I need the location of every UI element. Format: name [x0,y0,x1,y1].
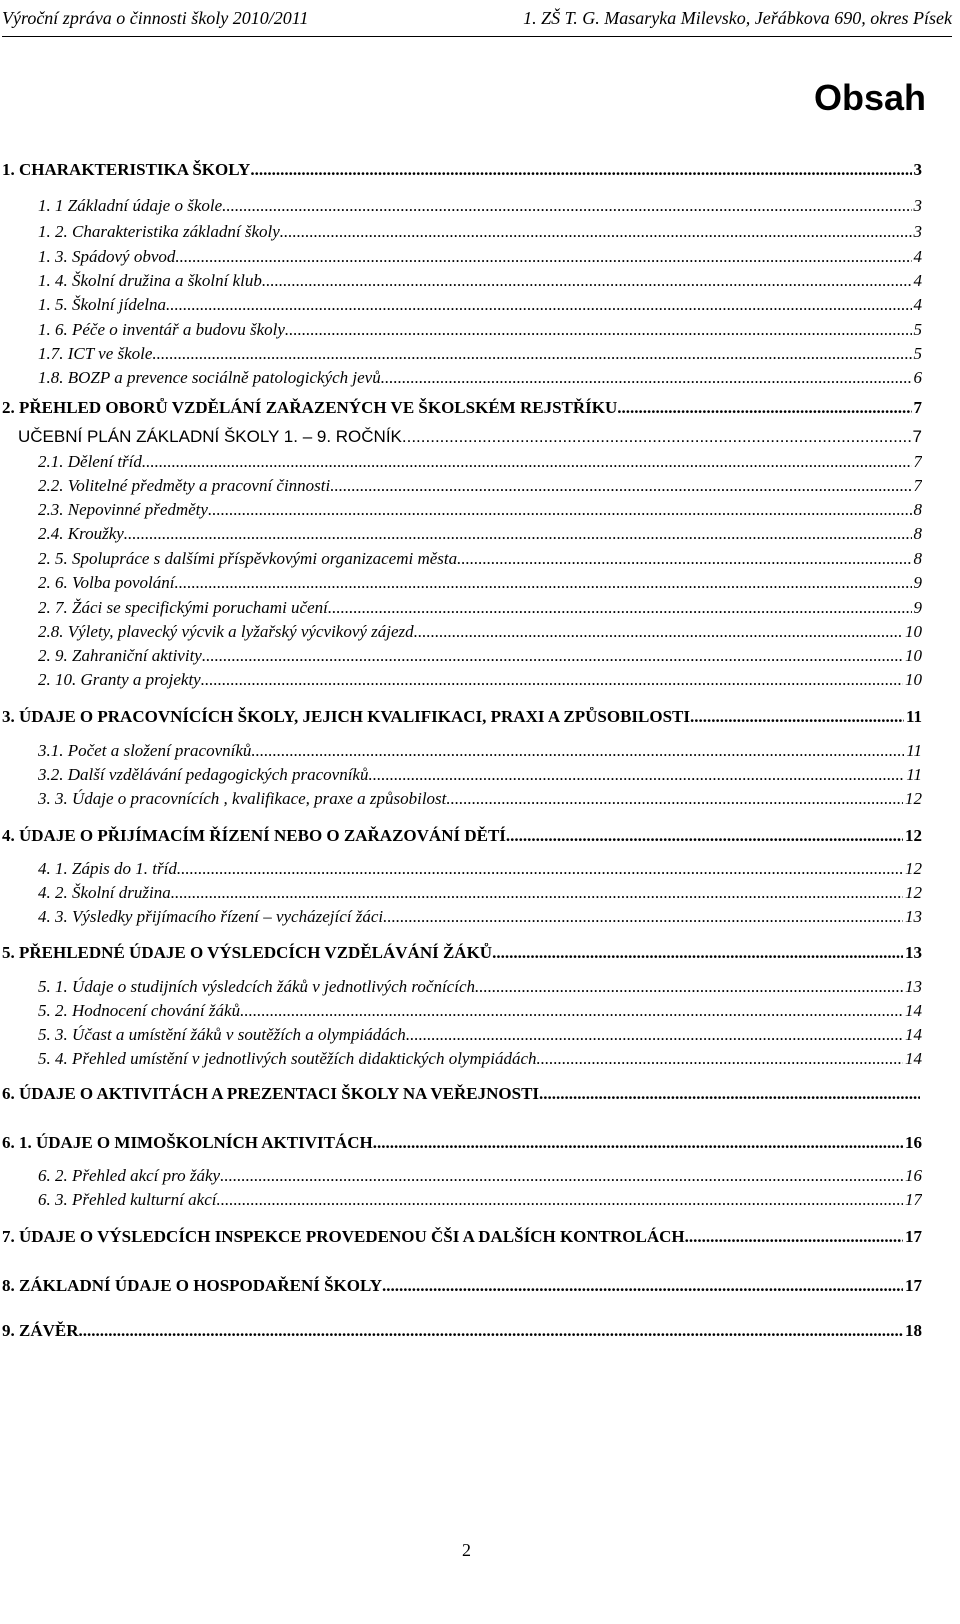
dot-leader [166,295,912,315]
toc-entry[interactable] [38,320,922,344]
dot-leader [330,476,911,496]
toc-entry-label: 6. 3. Přehled kulturní akcí [38,1190,217,1209]
toc-entry[interactable] [38,573,922,597]
dot-leader [690,707,904,727]
page-number: 2 [462,1540,471,1560]
toc-entry-label: 2.8. Výlety, plavecký výcvik a lyžařský výcvikový zájezd [38,622,414,641]
toc-entry-page: 12 [905,826,922,845]
toc-entry-page: 7 [913,398,922,417]
toc-entry[interactable] [38,1049,922,1073]
dot-leader [414,622,903,642]
toc-entry[interactable] [2,1321,922,1345]
toc-entry[interactable] [38,1166,922,1190]
toc-entry-label: 5. 4. Přehled umístění v jednotlivých soutěžích didaktických olympiádách [38,1049,537,1068]
toc-entry-page: 16 [905,1133,922,1152]
dot-leader [250,160,911,180]
dot-leader [406,1025,903,1045]
dot-leader [492,943,903,963]
toc-entry-label: 2.3. Nepovinné předměty [38,500,208,519]
toc-entry-page: 7 [913,452,922,471]
dot-leader [402,427,911,447]
dot-leader [142,452,912,472]
toc-entry-label: 6. ÚDAJE O AKTIVITÁCH A PREZENTACI ŠKOLY NA VEŘEJNOSTI [2,1084,540,1103]
toc-entry-label: 2. 6. Volba povolání [38,573,175,592]
toc-entry[interactable] [38,196,922,220]
toc-entry-label: 4. 2. Školní družina [38,883,171,902]
dot-leader [208,500,912,520]
dot-leader [124,524,912,544]
toc-entry-page: 14 [905,1001,922,1020]
dot-leader [79,1321,903,1341]
toc-entry-label: 2.4. Kroužky [38,524,124,543]
toc-entry-label: 8. ZÁKLADNÍ ÚDAJE O HOSPODAŘENÍ ŠKOLY [2,1276,383,1295]
toc-entry-label: 7. ÚDAJE O VÝSLEDCÍCH INSPEKCE PROVEDENOU ČŠI A DALŠÍCH KONTROLÁCH [2,1227,685,1246]
dot-leader [457,549,911,569]
toc-entry-page: 8 [913,500,922,519]
toc-entry[interactable] [2,943,922,967]
toc-entry[interactable] [18,427,922,451]
dot-leader [475,977,903,997]
toc-entry-label: 2. PŘEHLED OBORŮ VZDĚLÁNÍ ZAŘAZENÝCH VE ŠKOLSKÉM REJSTŘÍKU [2,398,618,417]
page-title: Obsah [813,77,926,118]
dot-leader [262,271,912,291]
toc-entry-page: 4 [913,271,922,290]
toc-entry-label: 2. 9. Zahraniční aktivity [38,646,202,665]
toc-entry-page: 14 [905,1025,922,1044]
toc-entry[interactable] [38,977,922,1001]
toc-entry-page: 13 [905,977,922,996]
toc-entry-label: 2.1. Dělení tříd [38,452,142,471]
toc-entry-label: 1.7. ICT ve škole [38,344,153,363]
toc-entry-page: 17 [905,1190,922,1209]
toc-entry-page: 8 [913,549,922,568]
toc-entry-label: 6. 1. ÚDAJE O MIMOŠKOLNÍCH AKTIVITÁCH [2,1133,373,1152]
toc-entry-label: 4. 3. Výsledky přijímacího řízení – vycházející žáci [38,907,384,926]
toc-entry-label: 5. PŘEHLEDNÉ ÚDAJE O VÝSLEDCÍCH VZDĚLÁVÁNÍ ŽÁKŮ [2,943,493,962]
toc-entry-page: 10 [905,670,922,689]
toc-entry[interactable] [38,859,922,883]
toc-entry[interactable] [38,622,922,646]
toc-entry-page: 11 [906,741,922,760]
toc-entry[interactable] [2,1227,922,1251]
toc-entry-label: 2. 7. Žáci se specifickými poruchami učení [38,598,328,617]
dot-leader [368,765,904,785]
toc-entry-page: 12 [905,789,922,808]
dot-leader [280,222,912,242]
toc-entry-page: 5 [913,344,922,363]
toc-entry-page: 13 [905,907,922,926]
toc-entry[interactable] [2,1084,922,1108]
toc-entry-page: 10 [905,646,922,665]
dot-leader [617,398,911,418]
toc-entry-page: 18 [905,1321,922,1340]
toc-entry[interactable] [2,826,922,850]
toc-entry[interactable] [2,1133,922,1157]
toc-entry[interactable] [38,524,922,548]
toc-entry-page: 12 [905,883,922,902]
toc-entry-page: 9 [913,573,922,592]
toc-entry-label: 1. 5. Školní jídelna [38,295,166,314]
dot-leader [251,741,904,761]
toc-entry-label: 3. 3. Údaje o pracovnících , kvalifikace, praxe a způsobilost [38,789,447,808]
header-left: Výroční zpráva o činnosti školy 2010/2011 [2,8,309,28]
toc-entry[interactable] [2,707,922,731]
toc-entry-label: 1. CHARAKTERISTIKA ŠKOLY [2,160,251,179]
toc-entry-page: 12 [905,859,922,878]
toc-entry-label: 5. 3. Účast a umístění žáků v soutěžích a olympiádách [38,1025,406,1044]
toc-entry[interactable] [38,907,922,931]
toc-entry-page: 9 [913,598,922,617]
dot-leader [506,826,903,846]
toc-entry-label: 6. 2. Přehled akcí pro žáky [38,1166,221,1185]
toc-entry[interactable] [38,500,922,524]
toc-entry-label: 3.2. Další vzdělávání pedagogických pracovníků [38,765,369,784]
toc-entry[interactable] [2,398,922,422]
dot-leader [381,368,912,388]
toc-entry[interactable] [38,247,922,271]
dot-leader [537,1049,903,1069]
toc-entry[interactable] [38,549,922,573]
toc-entry[interactable] [38,271,922,295]
toc-entry-page: 10 [905,622,922,641]
toc-entry[interactable] [38,344,922,368]
toc-entry[interactable] [38,598,922,622]
toc-entry-page: 6 [913,368,922,387]
dot-leader [177,859,903,879]
toc-entry-label: 1. 3. Spádový obvod [38,247,176,266]
toc-entry-page: 11 [906,765,922,784]
toc-entry[interactable] [38,1025,922,1049]
dot-leader [220,1166,903,1186]
toc-entry[interactable] [38,1190,922,1214]
toc-entry-label: 5. 2. Hodnocení chování žáků [38,1001,241,1020]
dot-leader [373,1133,903,1153]
toc-entry-label: 9. ZÁVĚR [2,1321,79,1340]
dot-leader [539,1084,920,1104]
toc-entry-label: 3. ÚDAJE O PRACOVNÍCÍCH ŠKOLY, JEJICH KVALIFIKACI, PRAXI A ZPŮSOBILOSTI [2,707,691,726]
toc-entry-label: 1. 6. Péče o inventář a budovu školy [38,320,285,339]
toc-entry[interactable] [2,1276,922,1300]
toc-entry-page: 17 [905,1276,922,1295]
dot-leader [446,789,903,809]
toc-entry-page: 5 [913,320,922,339]
toc-entry-page: 7 [913,476,922,495]
toc-entry[interactable] [38,368,922,392]
toc-entry-label: 3.1. Počet a složení pracovníků [38,741,252,760]
dot-leader [685,1227,903,1247]
toc-entry-label: 4. ÚDAJE O PŘIJÍMACÍM ŘÍZENÍ NEBO O ZAŘAZOVÁNÍ DĚTÍ [2,826,506,845]
toc-entry-label: 4. 1. Zápis do 1. tříd [38,859,177,878]
toc-entry[interactable] [38,452,922,476]
toc-entry[interactable] [38,765,922,789]
toc-entry[interactable] [38,646,922,670]
header-right: 1. ZŠ T. G. Masaryka Milevsko, Jeřábkova 690, okres Písek [523,8,952,28]
toc-entry-label: 1. 4. Školní družina a školní klub [38,271,262,290]
dot-leader [174,573,911,593]
toc-entry-page: 7 [912,427,922,446]
toc-entry[interactable] [38,1001,922,1025]
toc-entry-label: 5. 1. Údaje o studijních výsledcích žáků v jednotlivých ročnících [38,977,475,996]
toc-entry-label: 1. 2. Charakteristika základní školy [38,222,280,241]
dot-leader [216,1190,903,1210]
dot-leader [222,196,911,216]
dot-leader [285,320,912,340]
toc-entry-label: 1. 1 Základní údaje o škole [38,196,223,215]
toc-entry-page: 16 [905,1166,922,1185]
toc-entry[interactable] [38,741,922,765]
toc-entry[interactable] [2,160,922,184]
toc-entry-page: 4 [913,295,922,314]
dot-leader [201,670,903,690]
toc-entry[interactable] [38,222,922,246]
toc-entry-page: 3 [913,160,922,179]
toc-entry-page: 11 [905,707,922,726]
toc-entry-label: 2. 5. Spolupráce s dalšími příspěvkovými organizacemi města [38,549,458,568]
toc-entry[interactable] [38,789,922,813]
toc-entry-page: 14 [905,1049,922,1068]
toc-entry-label: 2. 10. Granty a projekty [38,670,201,689]
dot-leader [240,1001,903,1021]
toc-entry[interactable] [38,883,922,907]
dot-leader [383,907,903,927]
dot-leader [171,883,903,903]
toc-entry[interactable] [38,670,922,694]
dot-leader [202,646,903,666]
dot-leader [382,1276,903,1296]
toc-entry-page: 3 [913,196,922,215]
toc-entry-label: UČEBNÍ PLÁN ZÁKLADNÍ ŠKOLY 1. – 9. ROČNÍK [18,427,402,446]
toc-entry-page: 3 [913,222,922,241]
toc-entry-page: 17 [905,1227,922,1246]
toc-entry[interactable] [38,295,922,319]
toc-entry-page: 4 [913,247,922,266]
dot-leader [175,247,911,267]
toc-entry-page: 13 [905,943,922,962]
toc-entry-label: 2.2. Volitelné předměty a pracovní činnosti [38,476,331,495]
dot-leader [328,598,912,618]
toc-entry-label: 1.8. BOZP a prevence sociálně patologických jevů [38,368,381,387]
toc-entry-page: 8 [913,524,922,543]
toc-entry[interactable] [38,476,922,500]
dot-leader [152,344,911,364]
